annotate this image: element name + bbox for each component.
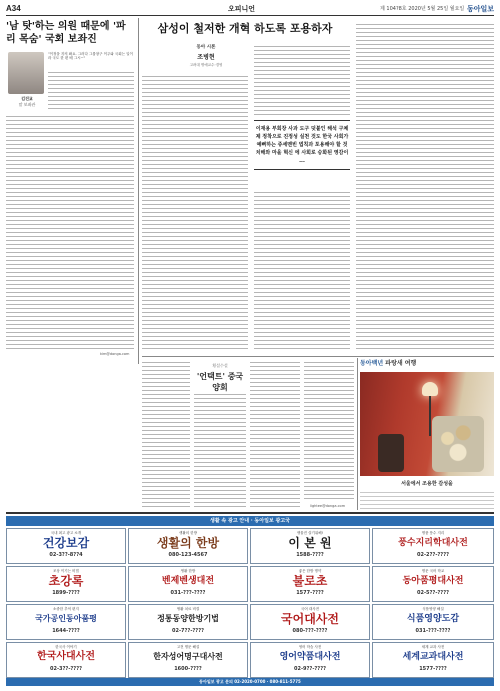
editorial-body-1 (194, 392, 246, 510)
ad-phone: 1577-???? (296, 590, 324, 596)
ad-section (6, 512, 494, 686)
masthead (6, 4, 494, 16)
ad-box[interactable] (250, 566, 370, 602)
ad-phone: 1899-???? (52, 590, 80, 596)
editorial-column-name: 횡설수설 (212, 363, 228, 368)
ad-tagline: 생물진 살기위해! (296, 531, 324, 535)
ad-tagline: 영어 학습 사전 (298, 645, 322, 649)
ad-phone: 02-7??-???? (172, 628, 204, 634)
ad-name: 생활의 한방 (156, 536, 220, 550)
ad-name: 한자성어명구대사전 (153, 652, 223, 661)
ad-name: 정통동양한방기법 (157, 614, 219, 623)
ad-box[interactable] (372, 528, 494, 564)
photo-flowers (432, 416, 484, 472)
ad-box[interactable] (6, 642, 126, 678)
photo-vase (378, 434, 404, 472)
photo-lamp-stand (429, 396, 431, 436)
divider-right (357, 358, 358, 510)
left-author-name-text: 김진교 (21, 96, 33, 101)
ad-phone: 02-3??-8??4 (49, 552, 83, 558)
page-number: A34 (6, 4, 21, 13)
ad-tagline: 고전 명문 해설 (176, 645, 200, 649)
ad-tagline: 한국사 이야기 (55, 645, 77, 649)
ad-footer: 동아일보 광고 문의 02-2020-0700 · 080-811-5775 (6, 678, 494, 686)
main-article-headline: 삼성이 철저한 개혁 하도록 포용하자 (157, 22, 333, 35)
ad-phone: 080-???-???? (292, 628, 328, 634)
ad-box[interactable] (6, 604, 126, 640)
left-article-quote: "이정을 지켜 봐요. 그러다 그룹창구 이주와 국회는 일이라 국도 한 편 배 그시~" (48, 52, 133, 61)
editorial-body-2 (250, 360, 300, 510)
ad-box[interactable] (128, 642, 248, 678)
ad-tagline: 소중한 추억 편지 (53, 607, 79, 611)
column-name: 동아 시론 (196, 45, 216, 50)
ad-name: 국가공인동아품평 (35, 614, 97, 623)
photo-caption: 서울에서 조용한 감성을 (401, 481, 453, 487)
issue-date: 제 104?8호 2020년 5월 25일 월요일 (380, 6, 465, 12)
ad-box[interactable] (372, 642, 494, 678)
ad-name: 한국사대사전 (37, 651, 95, 662)
main-article-col1 (142, 74, 248, 352)
main-author-name: 조병현 (197, 54, 215, 61)
ad-phone: 031-???-???? (415, 628, 451, 634)
ad-name: 초강록 (48, 574, 84, 588)
lower-left-body (142, 360, 190, 510)
ad-name: 건강보감 (42, 536, 90, 550)
ad-tagline: 좋은 한방 명약 (298, 569, 322, 573)
ad-name: 불로초 (292, 574, 328, 588)
photo-section-brand: 동아백년 (360, 360, 384, 367)
ad-name: 영어약품대사전 (279, 652, 341, 662)
ad-name: 세계교과대사전 (402, 652, 464, 662)
photo-section-title (360, 358, 494, 367)
ad-box[interactable] (6, 566, 126, 602)
ad-name: 동아품평대사전 (402, 576, 464, 586)
ad-box[interactable] (128, 528, 248, 564)
editorial-title: '언택트' 중국 양회 (196, 372, 244, 392)
ad-tagline: 명문 국어 학교 (421, 569, 445, 573)
ad-phone: 1644-???? (52, 628, 80, 634)
ad-tagline: 국내 최고 광고 소개 (50, 531, 82, 535)
ad-phone: 1588-???? (296, 552, 324, 558)
main-article-author-block (166, 44, 246, 68)
ad-phone: 080-123-4567 (168, 552, 208, 558)
divider-left (138, 18, 139, 364)
ad-box[interactable] (6, 528, 126, 564)
ad-box[interactable] (372, 604, 494, 640)
left-article-headline: '남 탓'하는 의원 때문에 '파리 목숨' 국회 보좌진 (6, 21, 126, 45)
ad-tagline: 생활 한방 (180, 569, 196, 573)
main-pull-quote: 이재용 부회장 사과 도구 덧붙인 해석 구체제 정착으로 진정성 실천 것도 한국 사회가 예뻐하는 쥬세멘빈 법칙과 포용해야 할 것 치해와 마을 혁신 에 사회로 승화된 영감이 ... (254, 120, 350, 170)
ad-box[interactable] (128, 566, 248, 602)
ad-phone: 1600-???? (174, 666, 202, 672)
ad-tagline: 세계 교과 사전 (421, 645, 445, 649)
ad-phone: 1577-???? (419, 666, 447, 672)
ad-name: 국어대사전 (281, 612, 339, 626)
editorial-email: lightee@donga.com (310, 504, 346, 508)
main-article-col3 (356, 22, 494, 350)
paper-logo: 동아일보 (466, 4, 494, 13)
ad-phone: 02-2??-???? (417, 552, 449, 558)
photo-lamp (422, 382, 438, 396)
photo-section-header (360, 358, 494, 367)
ad-tagline: 식품영양 해설 (422, 607, 444, 611)
ad-name: 풍수지리학대사전 (398, 538, 468, 548)
feature-photo (360, 372, 494, 476)
left-article-body (6, 114, 134, 350)
ad-name: 식품영양도감 (406, 614, 460, 624)
ad-name: 벤제벤생대전 (161, 576, 215, 586)
ad-box[interactable] (250, 604, 370, 640)
ad-box[interactable] (250, 642, 370, 678)
editorial-body-3 (304, 360, 354, 502)
left-article-email: kim@donga.com (100, 352, 130, 356)
left-author-photo (8, 52, 44, 94)
photo-section-text: 파랑새 여행 (385, 360, 417, 367)
ad-box[interactable] (250, 528, 370, 564)
ad-phone: 02-9??-???? (294, 666, 326, 672)
ad-phone: 031-???-???? (170, 590, 206, 596)
ad-phone: 02-3??-???? (50, 666, 82, 672)
main-article-col2-bottom (254, 190, 350, 352)
ad-banner: 생활 속 광고 안내 · 동아일보 광고국 (6, 516, 494, 526)
ad-tagline: 조상 이기는 비법 (53, 569, 79, 573)
photo-caption-body (360, 490, 494, 512)
ad-tagline: 생활의 한방 (178, 531, 198, 535)
ad-tagline: 생활 치료 비결 (176, 607, 200, 611)
main-article-col2-top (254, 44, 350, 116)
ad-tagline: 국어 대사전 (300, 607, 320, 611)
ad-phone: 02-5??-???? (417, 590, 449, 596)
ad-name: 이 본 원 (288, 536, 332, 550)
section-title: 오피니언 (228, 5, 256, 13)
ad-tagline: 명품 풍수 지리 (421, 531, 445, 535)
main-author-title: 고려대 명예교수·경영 (189, 63, 223, 67)
ad-box[interactable] (128, 604, 248, 640)
divider-mid (142, 356, 494, 357)
left-author-name (8, 96, 46, 108)
left-article-body-top (48, 70, 134, 112)
left-author-title: 말 보좌관 (18, 102, 36, 107)
ad-box[interactable] (372, 566, 494, 602)
